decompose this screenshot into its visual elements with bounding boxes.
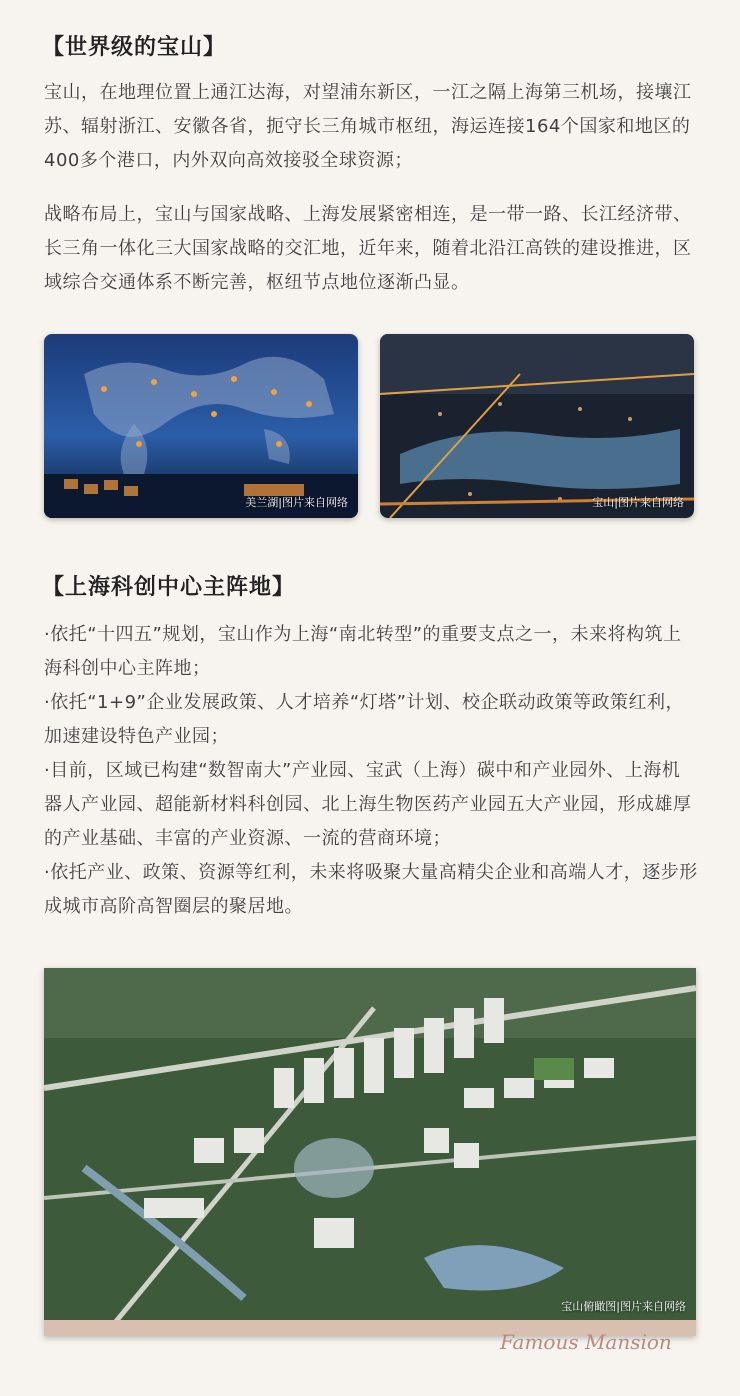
section-heading-tech-innovation: 【上海科创中心主阵地】 [42, 575, 296, 600]
image-caption: 宝山|图片来自网络 [592, 496, 684, 509]
signature-logo: Famous Mansion [500, 1330, 672, 1354]
paragraph-location: 宝山，在地理位置上通江达海，对望浦东新区，一江之隔上海第三机场，接壤江苏、辐射浙江、安徽各省，扼守长三角城市枢纽，海运连接164个国家和地区的400多个港口，内外双向高效接驳全球资源； [44, 82, 692, 171]
world-map-port-image [44, 334, 358, 518]
image-caption: 宝山俯瞰图|图片来自网络 [561, 1300, 686, 1313]
list-item: ·依托“1+9”企业发展政策、人才培养“灯塔”计划、校企联动政策等政策红利，加速建设特色产业园； [44, 692, 685, 747]
baoshan-aerial-view-image [44, 968, 696, 1336]
baoshan-night-aerial-image [380, 334, 694, 518]
section-heading-world-class: 【世界级的宝山】 [42, 35, 227, 60]
list-item: ·依托“十四五”规划，宝山作为上海“南北转型”的重要支点之一，未来将构筑上海科创中心主阵地； [44, 624, 682, 679]
list-item: ·依托产业、政策、资源等红利，未来将吸聚大量高精尖企业和高端人才，逐步形成城市高阶高智圈层的聚居地。 [44, 862, 698, 917]
bullet-list [44, 618, 698, 924]
list-item: ·目前，区域已构建“数智南大”产业园、宝武（上海）碳中和产业园外、上海机器人产业园、超能新材料科创园、北上海生物医药产业园五大产业园，形成雄厚的产业基础、丰富的产业资源、一流的营商环境； [44, 760, 692, 849]
paragraph-strategy: 战略布局上，宝山与国家战略、上海发展紧密相连，是一带一路、长江经济带、长三角一体化三大国家战略的交汇地，近年来，随着北沿江高铁的建设推进，区域综合交通体系不断完善，枢纽节点地位逐渐凸显。 [44, 204, 692, 293]
image-caption: 美兰湖|图片来自网络 [245, 496, 348, 509]
